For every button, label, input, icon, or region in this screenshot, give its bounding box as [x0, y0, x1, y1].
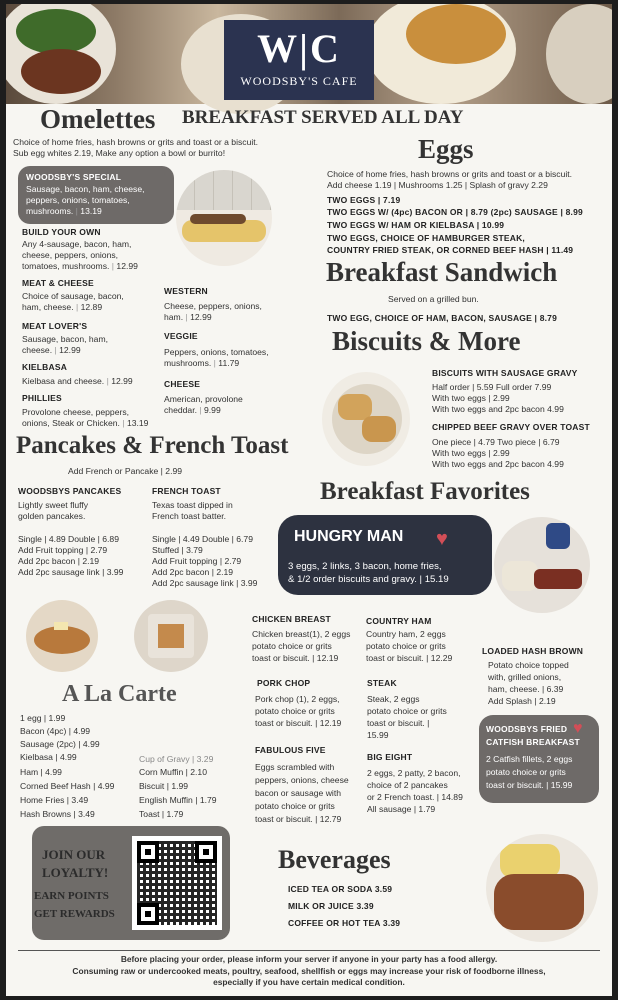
pancakes-title: Pancakes & French Toast — [16, 432, 289, 459]
fav-item-desc: Add Splash | 2.19 — [488, 696, 556, 706]
pancakes-sub: Add French or Pancake | 2.99 — [68, 466, 183, 476]
alacarte-item: Ham | 4.99 — [20, 767, 62, 777]
alacarte-item: Toast | 1.79 — [139, 809, 184, 819]
item-price: 9.99 — [204, 405, 221, 415]
fav-item-desc: ham, cheese. | 6.39 — [488, 684, 564, 694]
pancakes-line: Add 2pc sausage link | 3.99 — [18, 567, 124, 577]
broccoli-photo — [16, 9, 96, 54]
footer-warning: especially if you have certain medical condition. — [213, 977, 405, 987]
item-desc: cheddar. — [164, 405, 197, 415]
eggs-intro-1: Choice of home fries, hash browns or grits and toast or a biscuit. — [327, 169, 573, 179]
fav-item-name: LOADED HASH BROWN — [482, 646, 584, 656]
fav-item-desc: toast or biscuit. | — [367, 718, 430, 728]
footer-divider — [18, 950, 600, 951]
fav-item-desc: toast or biscuit. | 12.19 — [255, 718, 342, 728]
omelettes-intro-2: Sub egg whites 2.19, Make any option a bowl or burrito! — [13, 148, 226, 158]
eggs-intro-2: Add cheese 1.19 | Mushrooms 1.25 | Splash of gravy 2.29 — [327, 180, 548, 190]
french-toast-line: Add 2pc bacon | 2.19 — [152, 567, 234, 577]
sandwich-title: Breakfast Sandwich — [326, 257, 558, 287]
omelette-photo — [176, 170, 272, 266]
fav-item-name: FABULOUS FIVE — [255, 745, 326, 755]
footer-allergy: Before placing your order, please inform your server if anyone in your party has a food allergy. — [120, 954, 498, 964]
special-desc-3: mushrooms. — [26, 206, 74, 216]
menu-page: W|C WOODSBY'S CAFE Omelettes BREAKFAST SERVED ALL DAY Choice of home fries, hash browns or grits and toast or a biscuit. Sub egg whites 2.19, Make any option a bowl or burrito! WOODSBY'S SPECIAL Sausage, bacon, ham, cheese, peppers, onions, tomatoes, mushrooms. | 13.19 BUILD YOUR OWN Any 4-sausage, bacon, ham, cheese, peppers, onions, tomatoes, mushrooms. | 12.99 MEAT & CHEESE Choice of sausage, bacon, ham, cheese. | 12.89 MEAT LOVER'S Sausage, bacon, ham, cheese. | 12.99 KIELBASA Kielbasa and cheese. | 12.99 PHILLIES Provolone cheese, peppers, onions, Steak or Chicken. | 13.19 WESTERN Cheese, peppers, onions, ham. | 12.99 VEGGIE Peppers, onions, tomatoes, mushrooms. | 11.79 CHEESE American, provolone cheddar. | 9.99 Eggs Choice of home fries, hash browns or grits and toast or a biscuit. Add cheese 1.19 | Mushrooms 1.25 | Splash of gravy 2.29 TWO EGGS | 7.19 TWO EGGS W/ (4pc) BACON OR | 8.79 (2pc) SAUSAGE | 8.99 TWO EGGS W/ HAM OR KIELBASA | 10.99 TWO EGGS, CHOICE OF HAMBURGER STEAK, COUNTRY FRIED STEAK, OR CORNED BEEF HASH | 11.49 Breakfast Sandwich Served on a grilled bun. TWO EGG, CHOICE OF HAM, BACON, SAUSAGE | 8.79 Biscuits & More BISCUITS WITH SAUSAGE GRAVY Half order | 5.59 Full order 7.99 With two eggs | 2.99 With two eggs and 2pc bacon 4.99 CHIPPED BEEF GRAVY OVER TOAST One piece | 4.79 Two piece | 6.79 With two eggs | 2.99 With two eggs and 2pc bacon 4.99 Pancakes & French Toast Add French or Pancake | 2.99 WOODSBYS PANCAKES Lightly sweet fluffy golden pancakes. Single | 4.89 Double | 6.89 Add Fruit topping | 2.79 Add 2pc bacon | 2.19 Add 2pc sausage link | 3.99 FRENCH TOAST Texas toast dipped in French toast batter. Single | 4.49 Double | 6.79 Stuffed | 3.79 Add Fruit topping | 2.79 Add 2pc bacon | 2.19 Add 2pc sausage link | 3.99 Breakfast Favorites HUNGRY MAN ♥ 3 eggs, 2 links, 3 bacon, home fries, & 1/2 order biscuits and gravy. | 15.19 CHICKEN BREAST Chicken breast(1), 2 eggs potato choice or grits toast or biscuit. | 12.19 COUNTRY HAM Country ham, 2 eggs potato choice or grits toast or biscuit. | 12.29 LOADED HASH BROWN Potato choice topped with, grilled onions, ham, cheese. | 6.39 Add Splash | 2.19 PORK CHOP Pork chop (1), 2 eggs, potato choice or grits toast or biscuit. | 12.19 STEAK Steak, 2 eggs potato choice or grits toast or biscuit. | 15.99 FABULOUS FIVE Eggs scrambled with peppers, onions, cheese bacon or sausage with potato choice or grits toast or biscuit. | 12.79 BIG EIGHT 2 eggs, 2 patty, 2 bacon, choice of 2 pancakes or 2 French toast. | 14.89 All sausage | 1.79 WOODSBYS FRIED ♥ CATFISH BREAKFAST 2 Catfish fillets, 2 eggs potato choice or grits toast or biscuit. | 15.99 A La Carte 1 egg | 1.99 Bacon (4pc) | 4.99 Sausage (2pc) | 4.99 Kielbasa | 4.99 Ham | 4.99 Corned Beef Hash | 4.99 Home Fries | 3.49 Hash Browns | 3.49 Cup of Gravy | 3.29 Corn Muffin | 2.10 Biscuit | 1.99 English Muffin | 1.79 Toast | 1.79 JOIN OUR LOYALTY! EARN POINTS GET REWARDS Beverages ICED TEA OR SODA 3.59 MILK OR JUICE 3.39 COFFEE OR HOT TEA 3.39 Before placing your order, please inform your server if anyone in your party has a food allergy. Consuming raw or undercooked meats, poultry, seafood, shellfish or eggs may increase your risk of foodborne illness, especially if you have certain medical condition. — [6, 4, 612, 996]
item-price: 12.89 — [80, 302, 103, 312]
alacarte-item: Biscuit | 1.99 — [139, 781, 189, 791]
woodsbys-special-card: WOODSBY'S SPECIAL Sausage, bacon, ham, cheese, peppers, onions, tomatoes, mushrooms. | 13.19 — [18, 166, 174, 224]
fav-item-desc: Steak, 2 eggs — [367, 694, 420, 704]
pancakes-line: Add 2pc bacon | 2.19 — [18, 556, 100, 566]
toast-photo — [406, 4, 506, 64]
hungry-man-card — [278, 515, 492, 595]
catfish-line: potato choice or grits — [486, 767, 566, 777]
item-desc: American, provolone — [164, 394, 243, 404]
beverage-food-photo — [486, 834, 598, 942]
logo-name: WOODSBY'S CAFE — [240, 74, 358, 88]
sandwich-item: TWO EGG, CHOICE OF HAM, BACON, SAUSAGE | 8.79 — [327, 313, 558, 323]
beverage-item: COFFEE OR HOT TEA 3.39 — [288, 918, 401, 928]
alacarte-item: Corn Muffin | 2.10 — [139, 767, 207, 777]
item-desc: cheese. — [22, 345, 53, 355]
chipped-beef-name: CHIPPED BEEF GRAVY OVER TOAST — [432, 422, 590, 432]
loyalty-line: GET REWARDS — [34, 908, 115, 920]
item-desc: cheese, peppers, onions, — [22, 250, 119, 260]
special-price: 13.19 — [80, 206, 102, 216]
alacarte-title: A La Carte — [62, 681, 177, 707]
item-name: CHEESE — [164, 379, 201, 389]
item-name: MEAT & CHEESE — [22, 278, 94, 288]
fav-item-name: BIG EIGHT — [367, 752, 413, 762]
qr-finder — [137, 841, 159, 863]
hungry-man-line: 3 eggs, 2 links, 3 bacon, home fries, — [288, 561, 442, 572]
heart-icon: ♥ — [573, 720, 583, 737]
fav-item-desc: with, grilled onions, — [488, 672, 562, 682]
chipped-beef-line: With two eggs | 2.99 — [432, 448, 510, 458]
item-name: PHILLIES — [22, 393, 62, 403]
fav-item-desc: Chicken breast(1), 2 eggs — [252, 629, 351, 639]
beverage-item: MILK OR JUICE 3.39 — [288, 901, 374, 911]
catfish-line: toast or biscuit. | 15.99 — [486, 780, 573, 790]
eggs-item: TWO EGGS W/ HAM OR KIELBASA | 10.99 — [327, 220, 505, 230]
fav-item-desc: 2 eggs, 2 patty, 2 bacon, — [367, 768, 461, 778]
item-desc: Kielbasa and cheese. — [22, 376, 105, 386]
fav-item-desc: Pork chop (1), 2 eggs, — [255, 694, 340, 704]
item-price: 11.79 — [218, 358, 240, 368]
fav-item-desc: Country ham, 2 eggs — [366, 629, 446, 639]
omelettes-title: Omelettes — [40, 104, 156, 134]
fav-item-desc: potato choice or grits — [366, 641, 446, 651]
fav-item-desc: Potato choice topped — [488, 660, 569, 670]
item-name: KIELBASA — [22, 362, 68, 372]
item-desc: Cheese, peppers, onions, — [164, 301, 262, 311]
item-desc: Any 4-sausage, bacon, ham, — [22, 239, 132, 249]
biscuits-gravy-photo — [322, 372, 410, 466]
french-toast-line: Add Fruit topping | 2.79 — [152, 556, 242, 566]
fav-item-desc: toast or biscuit. | 12.19 — [252, 653, 339, 663]
pancakes-desc: Lightly sweet fluffy — [18, 500, 89, 510]
item-name: BUILD YOUR OWN — [22, 227, 101, 237]
fav-item-desc: 15.99 — [367, 730, 389, 740]
hungry-man-photo — [494, 517, 590, 613]
loyalty-line: EARN POINTS — [34, 890, 109, 902]
fav-item-desc: potato choice or grits — [255, 801, 335, 811]
item-desc: Sausage, bacon, ham, — [22, 334, 108, 344]
item-desc: mushrooms. — [164, 358, 212, 368]
french-toast-photo — [134, 600, 208, 672]
footer-warning: Consuming raw or undercooked meats, poultry, seafood, shellfish or eggs may increase your risk of foodborne illness, — [72, 966, 546, 976]
alacarte-item: English Muffin | 1.79 — [139, 795, 217, 805]
item-price: 12.99 — [59, 345, 81, 355]
fav-item-name: CHICKEN BREAST — [252, 614, 331, 624]
fav-item-name: COUNTRY HAM — [366, 616, 432, 626]
biscuits-gravy-line: Half order | 5.59 Full order 7.99 — [432, 382, 552, 392]
sandwich-sub: Served on a grilled bun. — [388, 294, 479, 304]
fav-item-desc: bacon or sausage with — [255, 788, 341, 798]
fav-item-desc: choice of 2 pancakes — [367, 780, 448, 790]
alacarte-item: Home Fries | 3.49 — [20, 795, 89, 805]
fav-item-name: STEAK — [367, 678, 397, 688]
eggs-item: TWO EGGS | 7.19 — [327, 195, 401, 205]
item-price: 12.99 — [190, 312, 212, 322]
eggs-item: TWO EGGS W/ (4pc) BACON OR | 8.79 (2pc) SAUSAGE | 8.99 — [327, 207, 583, 217]
beverage-item: ICED TEA OR SODA 3.59 — [288, 884, 393, 894]
item-desc: Peppers, onions, tomatoes, — [164, 347, 269, 357]
hungry-man-name: HUNGRY MAN — [294, 528, 404, 545]
alacarte-item: Hash Browns | 3.49 — [20, 809, 95, 819]
fav-item-desc: potato choice or grits — [367, 706, 447, 716]
catfish-name: CATFISH BREAKFAST — [486, 737, 580, 747]
alacarte-item: Corned Beef Hash | 4.99 — [20, 781, 115, 791]
beverages-title: Beverages — [278, 845, 391, 874]
food-photo-banner — [6, 4, 612, 104]
fav-item-desc: Eggs scrambled with — [255, 762, 335, 772]
item-desc: onions, Steak or Chicken. — [22, 418, 120, 428]
omelettes-intro-1: Choice of home fries, hash browns or grits and toast or a biscuit. — [13, 137, 259, 147]
qr-code[interactable] — [132, 836, 222, 930]
item-name: WESTERN — [164, 286, 208, 296]
catfish-line: 2 Catfish fillets, 2 eggs — [486, 754, 573, 764]
chipped-beef-line: With two eggs and 2pc bacon 4.99 — [432, 459, 564, 469]
breakfast-banner: BREAKFAST SERVED ALL DAY — [182, 107, 464, 128]
qr-finder — [137, 903, 159, 925]
french-toast-line: Add 2pc sausage link | 3.99 — [152, 578, 258, 588]
fav-item-desc: toast or biscuit. | 12.29 — [366, 653, 453, 663]
eggs-item: COUNTRY FRIED STEAK, OR CORNED BEEF HASH | 11.49 — [327, 245, 574, 255]
heart-icon: ♥ — [436, 528, 448, 550]
fav-item-desc: or 2 French toast. | 14.89 — [367, 792, 463, 802]
pancakes-photo — [26, 600, 98, 672]
item-desc: Choice of sausage, bacon, — [22, 291, 124, 301]
special-desc-2: peppers, onions, tomatoes, — [26, 195, 130, 205]
item-price: 13.19 — [126, 418, 149, 428]
cafe-logo — [224, 20, 374, 100]
pancakes-line: Add Fruit topping | 2.79 — [18, 545, 108, 555]
fav-item-desc: All sausage | 1.79 — [367, 804, 436, 814]
catfish-card — [479, 715, 599, 803]
steak-photo — [21, 49, 101, 94]
chipped-beef-line: One piece | 4.79 Two piece | 6.79 — [432, 437, 560, 447]
pancakes-name: WOODSBYS PANCAKES — [18, 486, 122, 496]
item-price: 12.99 — [111, 376, 133, 386]
item-name: MEAT LOVER'S — [22, 321, 88, 331]
alacarte-item: Sausage (2pc) | 4.99 — [20, 739, 100, 749]
special-desc-1: Sausage, bacon, ham, cheese, — [26, 184, 145, 194]
item-desc: Provolone cheese, peppers, — [22, 407, 130, 417]
plate-photo — [546, 4, 612, 104]
alacarte-item: Bacon (4pc) | 4.99 — [20, 726, 91, 736]
special-name: WOODSBY'S SPECIAL — [26, 172, 122, 182]
logo-mark: W|C — [257, 26, 341, 71]
favorites-title: Breakfast Favorites — [320, 478, 530, 505]
pancakes-desc: golden pancakes. — [18, 511, 86, 521]
biscuits-gravy-line: With two eggs and 2pc bacon 4.99 — [432, 404, 564, 414]
french-toast-desc: French toast batter. — [152, 511, 227, 521]
item-price: 12.99 — [116, 261, 138, 271]
item-desc: tomatoes, mushrooms. — [22, 261, 110, 271]
item-desc: ham, cheese. — [22, 302, 74, 312]
fav-item-desc: peppers, onions, cheese — [255, 775, 349, 785]
eggs-item: TWO EGGS, CHOICE OF HAMBURGER STEAK, — [327, 233, 525, 243]
loyalty-line: LOYALTY! — [42, 865, 109, 880]
biscuits-title: Biscuits & More — [332, 326, 521, 356]
hungry-man-line: & 1/2 order biscuits and gravy. | 15.19 — [288, 574, 449, 585]
item-desc: ham. — [164, 312, 184, 322]
catfish-name: WOODSBYS FRIED — [486, 724, 568, 734]
qr-finder — [195, 841, 217, 863]
biscuits-gravy-name: BISCUITS WITH SAUSAGE GRAVY — [432, 368, 578, 378]
french-toast-desc: Texas toast dipped in — [152, 500, 233, 510]
french-toast-line: Single | 4.49 Double | 6.79 — [152, 534, 253, 544]
eggs-title: Eggs — [418, 134, 474, 164]
fav-item-desc: potato choice or grits — [255, 706, 335, 716]
pancakes-line: Single | 4.89 Double | 6.89 — [18, 534, 119, 544]
fav-item-desc: potato choice or grits — [252, 641, 332, 651]
french-toast-name: FRENCH TOAST — [152, 486, 221, 496]
alacarte-item: Kielbasa | 4.99 — [20, 752, 77, 762]
fav-item-name: PORK CHOP — [257, 678, 311, 688]
biscuits-gravy-line: With two eggs | 2.99 — [432, 393, 510, 403]
item-name: VEGGIE — [164, 331, 198, 341]
loyalty-line: JOIN OUR — [42, 847, 106, 862]
fav-item-desc: toast or biscuit. | 12.79 — [255, 814, 342, 824]
alacarte-item: Cup of Gravy | 3.29 — [139, 754, 214, 764]
alacarte-item: 1 egg | 1.99 — [20, 713, 66, 723]
french-toast-line: Stuffed | 3.79 — [152, 545, 203, 555]
